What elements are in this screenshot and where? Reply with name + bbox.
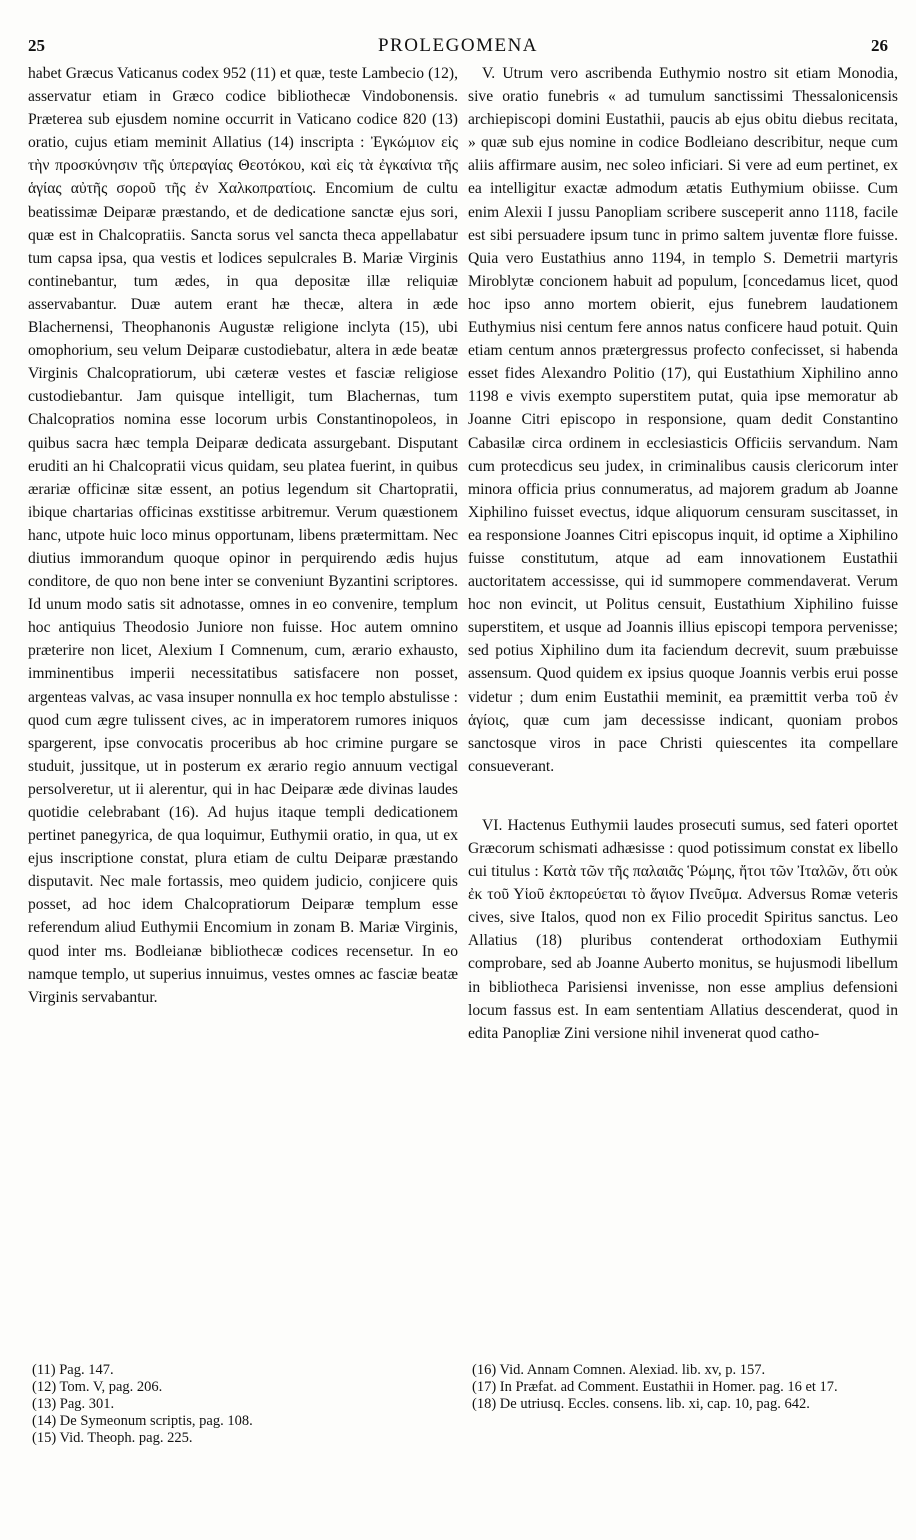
footnote: (15) Vid. Theoph. pag. 225. [32,1430,193,1446]
footnotes-right [468,1362,898,1413]
footnote: (14) De Symeonum scriptis, pag. 108. [32,1413,253,1429]
right-column [468,62,898,1045]
page-number-right: 26 [871,36,888,55]
section-vi-paragraph: VI. Hactenus Euthymii laudes prosecuti sumus, sed fateri oportet Græcorum schismati adhæsisse : quod potissimum constat ex libello cui titulus : Κατὰ τῶν τῆς παλαιᾶς Ῥώμης, ἤτοι τῶν Ἰταλῶν, ὅτι οὐκ ἐκ τοῦ Υἱοῦ ἐκπορεύεται τὸ ἅγιον Πνεῦμα. Adversus Romæ veteris cives, sive Italos, quod non ex Filio procedit Spiritus sanctus. Leo Allatius (18) pluribus contenderat orthodoxiam Euthymii comprobare, sed ab Joanne Auberto monitus, se hujusmodi libellum in bibliotheca Parisiensi invenisse, non esse amplius defensioni locum fassus est. In eam sententiam Allatius descenderat, quod in edita Panopliæ Zini versione nihil invenerat quod catho- [468,816,898,1042]
section-v-paragraph: V. Utrum vero ascribenda Euthymio nostro sit etiam Monodia, sive oratio funebris « ad tumulum sanctissimi Thessalonicensis archiepiscopi domini Eustathii, paucis ab ejus obitu diebus recitata, » quæ sub ejus nomine in codice Bodleiano describitur, neque cum aliis affirmare ausim, nec soleo inficiari. Si vere ad eum pertinet, ex ea intelligitur exactæ admodum ætatis Euthymium obiisse. Cum enim Alexii I jussu Panopliam scribere susceperit anno 1118, facile est sibi persuadere ipsum tunc in primo saltem juventæ flore fuisse. Quia vero Eustathius anno 1194, in templo S. Demetrii martyris Miroblytæ concionem habuit ad populum, [concedamus licet, quod hoc ipso anno mortem obierit, ejus funebrem laudationem Euthymius nisi centum fere annos natus conficere haud potuit. Quin etiam centum annos prætergressus profecto confecisset, si habenda esset fides Alexandro Politio (17), qui Eustathium Xiphilino anno 1198 e vivis exempto superstitem putat, quia ipse memoratur ab Joanne Citri episcopo in responsione, quam dedit Constantino Cabasilæ circa ordinem in ecclesiasticis Officiis servandum. Nam cum protecdicus seu judex, in criminalibus causis clericorum inter minora officia prius connumeratus, ad majorem gradum ab Joanne Xiphilino fuisset evectus, idque aliquorum censuram suscitasset, in ea responsione Joannes Citri episcopus inquit, id optime a Xiphilino fuisse constitutum, atque ad eam innovationem Eustathii auctoritatem accessisse, qui id summopere commendaverat. Verum hoc non evincit, ut Politus censuit, Eustathium Xiphilino fuisse superstitem, et usque ad Joannis illius episcopi tempora pervenisse; sed potius Xiphilino dum ita faciendum decrevit, suum præbuisse assensum. Quod quidem ex ipsius quoque Joannis verbis erui posse videtur ; dum enim Eustathii meminit, ea præmittit verba τοῦ ἐν ἁγίοις, quæ cum jam decessisse indicant, quoniam probos sanctosque viros in pace Christi quiescentes ita compellare consueverant. [468,65,898,775]
footnote: (17) In Præfat. ad Comment. Eustathii in Homer. pag. 16 et 17. [472,1379,838,1395]
running-header [28,32,888,60]
footnote: (13) Pag. 301. [32,1396,115,1412]
footnote: (18) De utriusq. Eccles. consens. lib. xi, cap. 10, pag. 642. [472,1396,810,1412]
left-column [28,62,458,1009]
footnote: (11) Pag. 147. [32,1362,114,1378]
running-title: PROLEGOMENA [377,35,539,56]
footnote: (12) Tom. V, pag. 206. [32,1379,163,1395]
left-column-text: habet Græcus Vaticanus codex 952 (11) et quæ, teste Lambecio (12), asservatur etiam in Græco codice bibliothecæ Vindobonensis. Præterea sub ejusdem nomine occurrit in Vaticano codice 820 (13) oratio, cujus etiam meminit Allatius (14) inscripta : Ἐγκώμιον εἰς τὴν προσκύνησιν τῆς ὑπεραγίας Θεοτόκου, καὶ εἰς τὰ ἐγκαίνια τῆς ἁγίας αὐτῆς σοροῦ τῆς ἐν Χαλκοπρατίοις. Encomium de cultu beatissimæ Deiparæ præstando, et de dedicatione sanctæ ejus sori, quæ est in Chalcopratiis. Sancta sorus vel sancta theca appellabatur tum capsa ipsa, qua vestis et lodices sepulcrales B. Mariæ Virginis continebantur, tum ædes, in qua depositæ illæ reliquiæ asservabantur. Duæ autem erant hæ thecæ, altera in æde Blachernensi, Theophanonis Augustæ religione inclyta (15), ubi omophorium, seu velum Deiparæ custodiebatur, altera in æde beatæ Virginis Chalcopratiorum, ubi cæteræ vestes et fasciæ religiose custodiebantur. Jam quisque intelligit, tum Blachernas, tum Chalcopratios nomina esse locorum urbis Constantinopoleos, in quibus sacra hæc templa Deiparæ dedicata assurgebant. Disputant eruditi an hi Chalcopratii vicus quidam, seu platea fuerint, in quibus ærariæ officinæ sitæ essent, an potius legendum sit Chartopratii, ibique chartarias officinas exstitisse arbitremur. Verum quæstionem hanc, utpote huic loco minus opportunam, libens prætermittam. Nec diutius immorandum quoque opinor in perquirendo ædis hujus conditore, de quo non bene inter se conveniunt Byzantini scriptores. Id unum modo satis sit adnotasse, omnes in eo convenire, templum hoc antiquius Theodosio Juniore non fuisse. Hoc autem omnino præterire non licet, Alexium I Comnenum, cum, ærario exhausto, imminentibus imperii necessitatibus satisfacere non posset, argenteas valvas, ac vasa insuper nonnulla ex hoc templo abstulisse : quod cum ægre tulissent cives, ac in imperatorem rumores iniquos spargerent, ipse convocatis proceribus ab hoc crimine purgare se studuit, jussitque, ut in posterum ex ærario regio annuum vectigal persolveretur, ut ii alerentur, qui in hac Deiparæ æde divinas laudes quotidie celebrabant (16). Ad hujus itaque templi dedicationem pertinet panegyrica, de qua loquimur, Euthymii oratio, in qua, ut ex ejus inscriptione constat, plura etiam de cultu Deiparæ præstando disputavit. Nec male fortassis, meo quidem judicio, conjicere quis posset, ad hoc idem Chalcopratiorum Deiparæ templum esse referendum aliud Euthymii Encomium in zonam B. Mariæ Virginis, quod inter ms. Bodleianæ bibliothecæ codices recensetur. In eo namque templo, ut superius innuimus, vestes omnes ac fasciæ beatæ Virginis servabantur. [28,65,458,1006]
footnote: (16) Vid. Annam Comnen. Alexiad. lib. xv, p. 157. [472,1362,766,1378]
page-number-left: 25 [28,36,45,55]
footnotes-left [28,1362,458,1447]
